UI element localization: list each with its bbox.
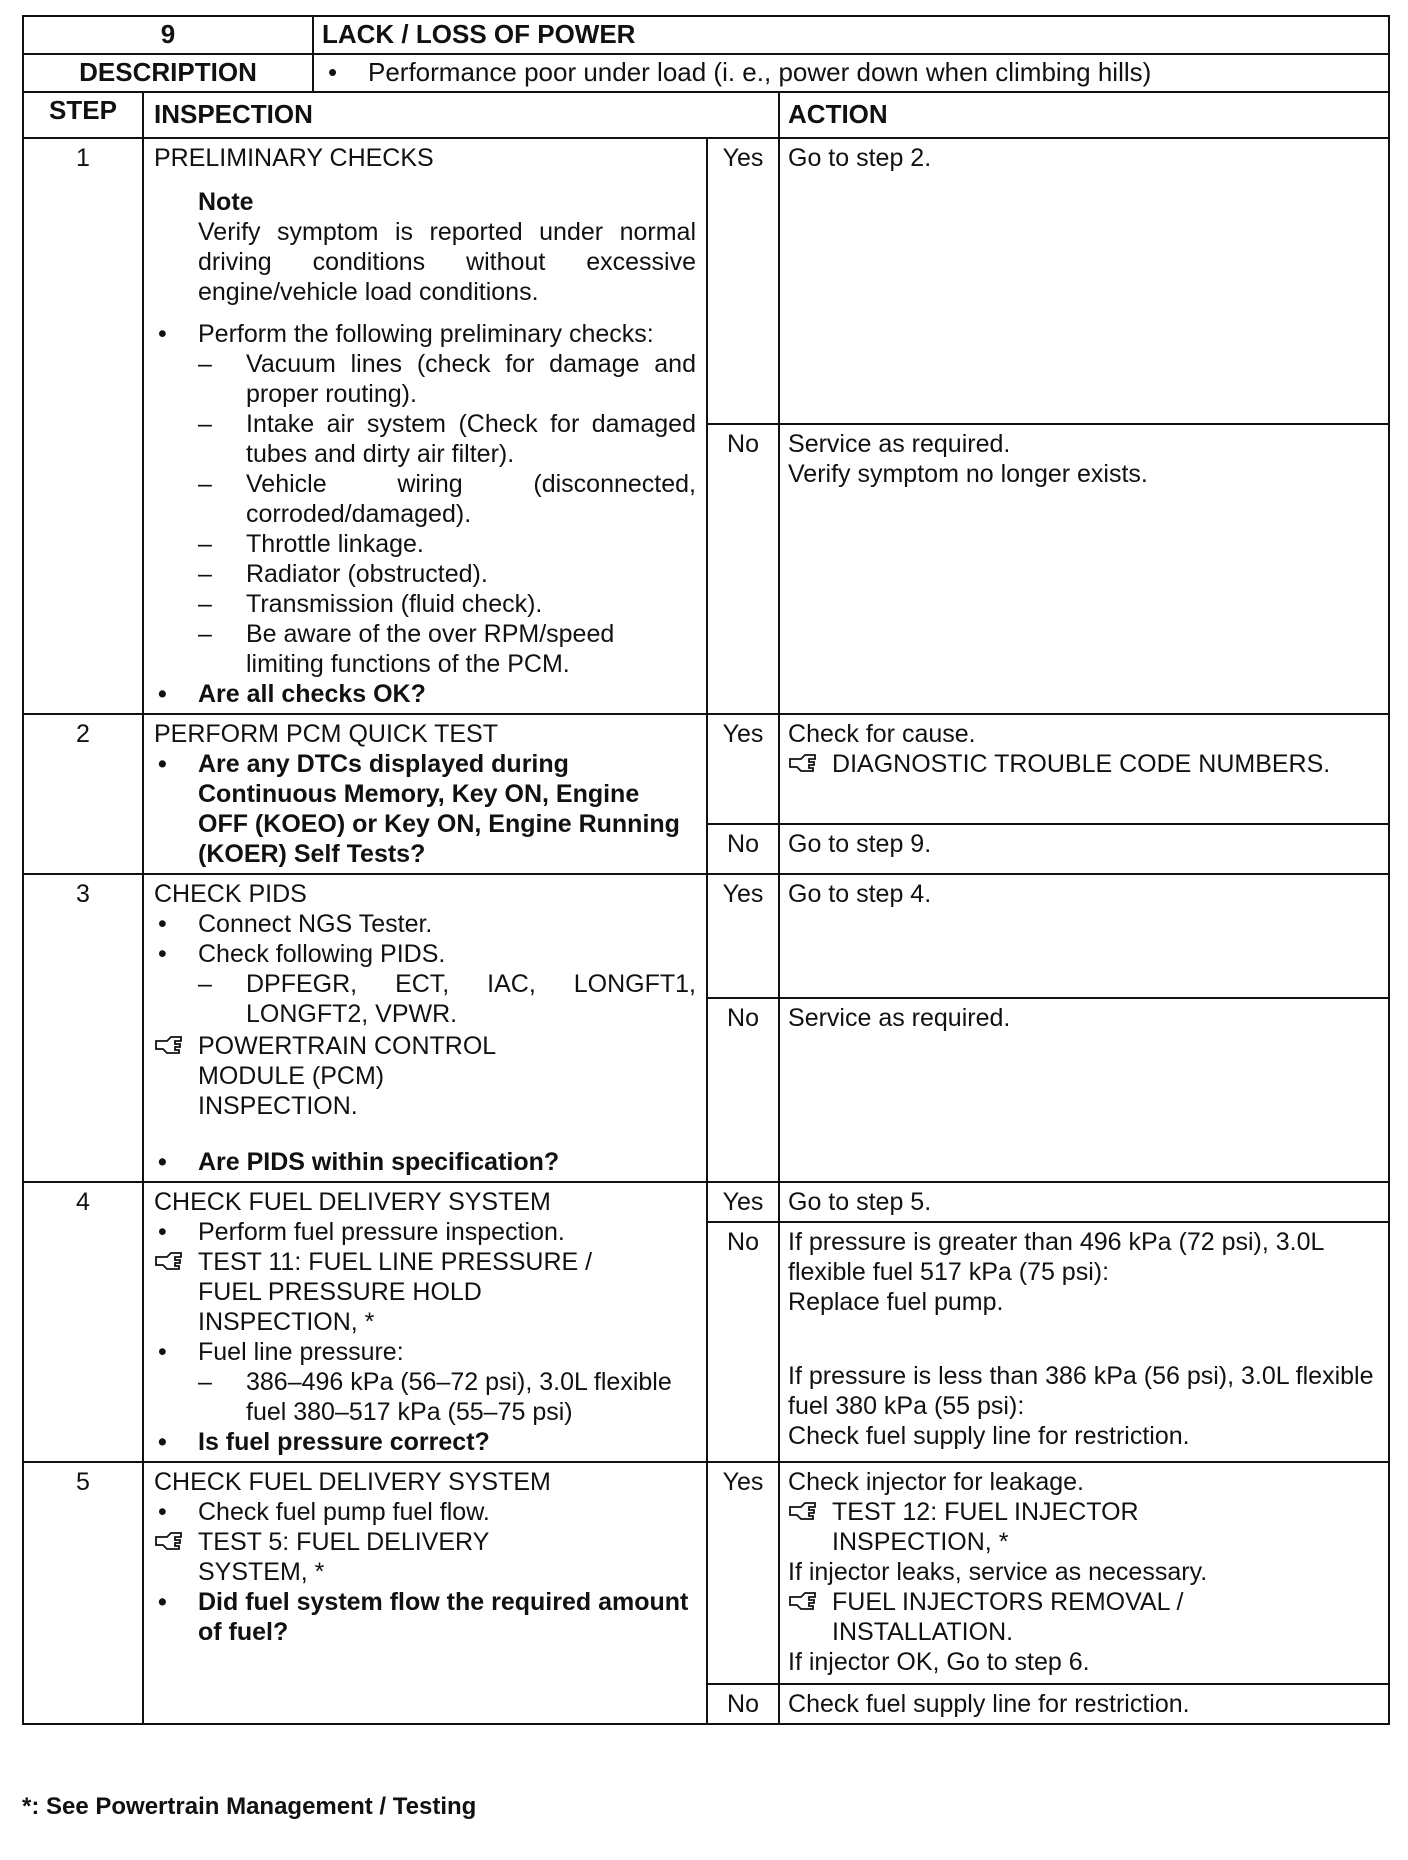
step-4-no-label: No — [707, 1222, 779, 1462]
list-item: • Are all checks OK? — [158, 680, 426, 708]
step-5-yes-row — [23, 1462, 1389, 1684]
bullet-icon: • — [158, 1428, 167, 1456]
list-item: – Throttle linkage. — [198, 530, 424, 558]
step-1-inspection — [143, 138, 707, 714]
step-5-no-label: No — [707, 1684, 779, 1724]
step-1-title: PRELIMINARY CHECKS — [154, 144, 434, 172]
bullet-icon: • — [158, 320, 167, 348]
pointing-hand-icon — [154, 1248, 184, 1274]
reference-item: DIAGNOSTIC TROUBLE CODE NUMBERS. — [788, 749, 1380, 779]
step-4-inspection — [143, 1182, 707, 1462]
reference-item: TEST 12: FUEL INJECTOR INSPECTION, * — [788, 1497, 1380, 1557]
step-1-note — [154, 187, 696, 307]
reference-item: POWERTRAIN CONTROL MODULE (PCM) INSPECTION. — [154, 1031, 696, 1121]
list-item: • Fuel line pressure: — [158, 1338, 404, 1366]
action-column-header: ACTION — [779, 92, 1389, 138]
dash-icon: – — [198, 470, 212, 498]
step-5-number: 5 — [23, 1462, 143, 1724]
dash-icon: – — [198, 1368, 212, 1396]
list-item: • Check following PIDS. — [158, 940, 446, 968]
list-item: • Are PIDS within specification? — [158, 1148, 560, 1176]
step-2-yes-row — [23, 714, 1389, 824]
list-item: – Transmission (fluid check). — [198, 590, 543, 618]
list-item: – Radiator (obstructed). — [198, 560, 488, 588]
step-3-inspection — [143, 874, 707, 1182]
step-4-yes-action: Go to step 5. — [779, 1182, 1389, 1222]
pointing-hand-icon — [154, 1032, 184, 1058]
step-2-yes-label: Yes — [707, 714, 779, 824]
bullet-icon: • — [158, 940, 167, 968]
note-label: Note — [198, 188, 254, 216]
step-3-number: 3 — [23, 874, 143, 1182]
step-column-header: STEP — [23, 92, 143, 138]
list-item: • Did fuel system flow the required amount of fuel? — [158, 1588, 689, 1646]
step-3-yes-row — [23, 874, 1389, 998]
inspection-column-header: INSPECTION — [143, 92, 779, 138]
steps-table — [22, 91, 1390, 1725]
list-item: – DPFEGR, ECT, IAC, LONGFT1, LONGFT2, VPWR. — [198, 970, 696, 1028]
dash-icon: – — [198, 590, 212, 618]
pointing-hand-icon — [788, 1588, 818, 1614]
list-item: – Intake air system (Check for damaged tubes and dirty air filter). — [198, 410, 696, 468]
step-3-title: CHECK PIDS — [154, 880, 307, 908]
procedure-title: LACK / LOSS OF POWER — [313, 16, 1389, 54]
step-5-no-action: Check fuel supply line for restriction. — [779, 1684, 1389, 1724]
note-text: Verify symptom is reported under normal driving conditions without excessive engine/vehicle load conditions. — [198, 218, 696, 306]
step-4-title: CHECK FUEL DELIVERY SYSTEM — [154, 1188, 551, 1216]
bullet-icon: • — [158, 910, 167, 938]
dash-icon: – — [198, 530, 212, 558]
reference-item: TEST 5: FUEL DELIVERY SYSTEM, * — [154, 1527, 696, 1587]
step-4-no-action: If pressure is greater than 496 kPa (72 psi), 3.0L flexible fuel 517 kPa (75 psi): Replace fuel pump. If pressure is less than 386 kPa (56 psi), 3.0L flexible fuel 380 kPa (55 psi): Check fuel supply line for restriction. — [779, 1222, 1389, 1462]
procedure-number: 9 — [23, 16, 313, 54]
list-item: • Check fuel pump fuel flow. — [158, 1498, 490, 1526]
list-item: • Connect NGS Tester. — [158, 910, 433, 938]
pointing-hand-icon — [788, 750, 818, 776]
description-cell — [313, 54, 1389, 92]
diagnostic-sheet — [22, 15, 1388, 1725]
list-item: – Vacuum lines (check for damage and proper routing). — [198, 350, 696, 408]
bullet-icon: • — [158, 1588, 167, 1616]
list-item: – Be aware of the over RPM/speed limiting functions of the PCM. — [198, 620, 615, 678]
step-2-no-action: Go to step 9. — [779, 824, 1389, 874]
step-2-number: 2 — [23, 714, 143, 874]
bullet-icon: • — [158, 680, 167, 708]
step-4-number: 4 — [23, 1182, 143, 1462]
step-4-yes-label: Yes — [707, 1182, 779, 1222]
step-1-number: 1 — [23, 138, 143, 714]
bullet-icon: • — [158, 750, 167, 778]
dash-icon: – — [198, 350, 212, 378]
dash-icon: – — [198, 410, 212, 438]
step-3-yes-label: Yes — [707, 874, 779, 998]
footnote: *: See Powertrain Management / Testing — [22, 1793, 477, 1820]
reference-item: TEST 11: FUEL LINE PRESSURE / FUEL PRESSURE HOLD INSPECTION, * — [154, 1247, 696, 1337]
dash-icon: – — [198, 620, 212, 648]
pointing-hand-icon — [788, 1498, 818, 1524]
bullet-icon: • — [328, 57, 338, 87]
step-2-title: PERFORM PCM QUICK TEST — [154, 720, 499, 748]
description-label: DESCRIPTION — [23, 54, 313, 92]
dash-icon: – — [198, 560, 212, 588]
step-2-no-label: No — [707, 824, 779, 874]
step-1-yes-label: Yes — [707, 138, 779, 424]
step-5-yes-label: Yes — [707, 1462, 779, 1684]
list-item: • Are any DTCs displayed during Continuous Memory, Key ON, Engine OFF (KOEO) or Key ON, Engine Running (KOER) Self Tests? — [158, 750, 680, 868]
step-1-yes-row — [23, 138, 1389, 424]
step-5-yes-action: Check injector for leakage. TEST 12: FUEL INJECTOR INSPECTION, * If injector leaks, service as necessary. FUEL INJECTORS REMOVAL / INSTALLATION. If injector OK, Go to step 6. — [779, 1462, 1389, 1684]
step-2-yes-action: Check for cause. DIAGNOSTIC TROUBLE CODE NUMBERS. — [779, 714, 1389, 824]
bullet-icon: • — [158, 1148, 167, 1176]
step-5-title: CHECK FUEL DELIVERY SYSTEM — [154, 1468, 551, 1496]
step-1-no-action: Service as required. Verify symptom no longer exists. — [779, 424, 1389, 714]
list-item: • Perform the following preliminary checks: — [158, 320, 654, 348]
list-item: – Vehicle wiring (disconnected, corroded/damaged). — [198, 470, 696, 528]
step-1-no-label: No — [707, 424, 779, 714]
step-1-yes-action: Go to step 2. — [779, 138, 1389, 424]
list-item: • Perform fuel pressure inspection. — [158, 1218, 565, 1246]
column-headers — [23, 92, 1389, 138]
dash-icon: – — [198, 970, 212, 998]
step-2-inspection — [143, 714, 707, 874]
reference-item: FUEL INJECTORS REMOVAL / INSTALLATION. — [788, 1587, 1380, 1647]
list-item: • Is fuel pressure correct? — [158, 1428, 490, 1456]
description-text: Performance poor under load (i. e., power down when climbing hills) — [368, 57, 1152, 87]
bullet-icon: • — [158, 1338, 167, 1366]
step-4-yes-row — [23, 1182, 1389, 1222]
list-item: – 386–496 kPa (56–72 psi), 3.0L flexible fuel 380–517 kPa (55–75 psi) — [198, 1368, 672, 1426]
bullet-icon: • — [158, 1498, 167, 1526]
step-5-inspection — [143, 1462, 707, 1724]
pointing-hand-icon — [154, 1528, 184, 1554]
header-table — [22, 15, 1390, 93]
bullet-icon: • — [158, 1218, 167, 1246]
step-3-no-action: Service as required. — [779, 998, 1389, 1182]
step-3-no-label: No — [707, 998, 779, 1182]
step-3-yes-action: Go to step 4. — [779, 874, 1389, 998]
